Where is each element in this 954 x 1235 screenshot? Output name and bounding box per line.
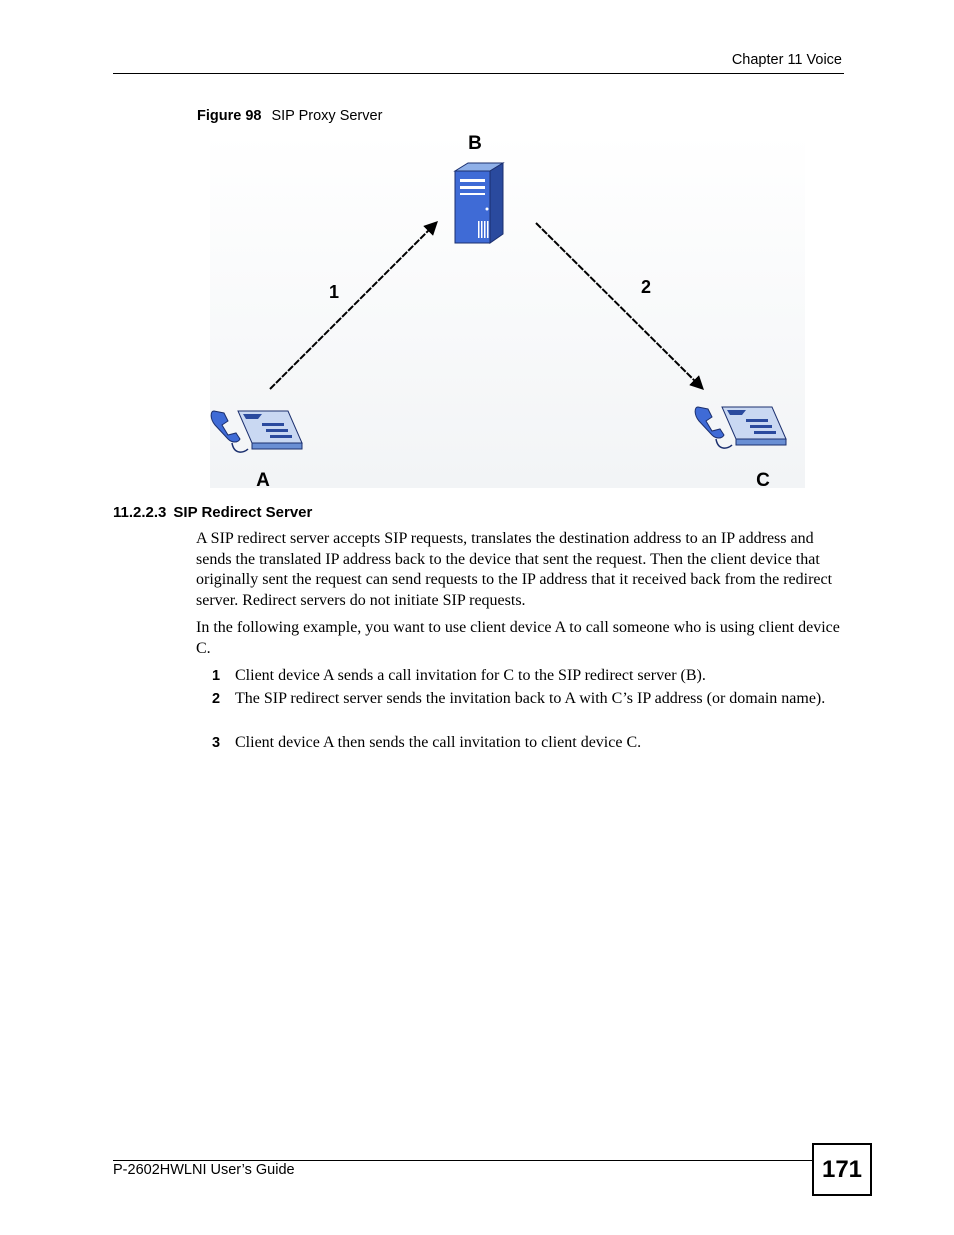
sip-proxy-diagram <box>210 133 805 488</box>
footer-guide-title: P-2602HWLNI User’s Guide <box>113 1162 295 1178</box>
figure-number: Figure 98 <box>197 108 262 124</box>
figure-title: SIP Proxy Server <box>271 108 383 124</box>
arrow-1-label: 1 <box>328 282 340 302</box>
page-number: 171 <box>812 1143 872 1196</box>
section-number: 11.2.2.3 <box>113 504 167 521</box>
phone-label-a: A <box>256 470 270 488</box>
step-number: 1 <box>212 668 221 684</box>
step-number: 2 <box>212 691 221 707</box>
section-title: SIP Redirect Server <box>173 504 313 521</box>
step-text: The SIP redirect server sends the invitation back to A with C’s IP address (or domain name). <box>235 690 826 707</box>
body-paragraph: A SIP redirect server accepts SIP requests, translates the destination address to an IP address and sends the translated IP address back to the device that sent the request. Then the client device that originally sent the request can send requests to the IP address that it received back from the redirect server. Redirect servers do not initiate SIP requests. <box>196 530 833 609</box>
step-text: Client device A sends a call invitation for C to the SIP redirect server (B). <box>235 667 706 684</box>
step-number: 3 <box>212 735 221 751</box>
footer-rule <box>113 1160 812 1161</box>
body-paragraph: In the following example, you want to use client device A to call someone who is using client device C. <box>196 619 840 657</box>
header-rule <box>113 73 844 74</box>
phone-label-c: C <box>756 470 770 488</box>
figure-caption <box>197 108 382 124</box>
server-label-b: B <box>468 133 482 154</box>
section-heading <box>113 504 312 521</box>
step-text: Client device A then sends the call invitation to client device C. <box>235 734 642 751</box>
running-header: Chapter 11 Voice <box>731 52 842 68</box>
server-icon <box>455 163 503 243</box>
arrow-2-label: 2 <box>640 277 652 297</box>
